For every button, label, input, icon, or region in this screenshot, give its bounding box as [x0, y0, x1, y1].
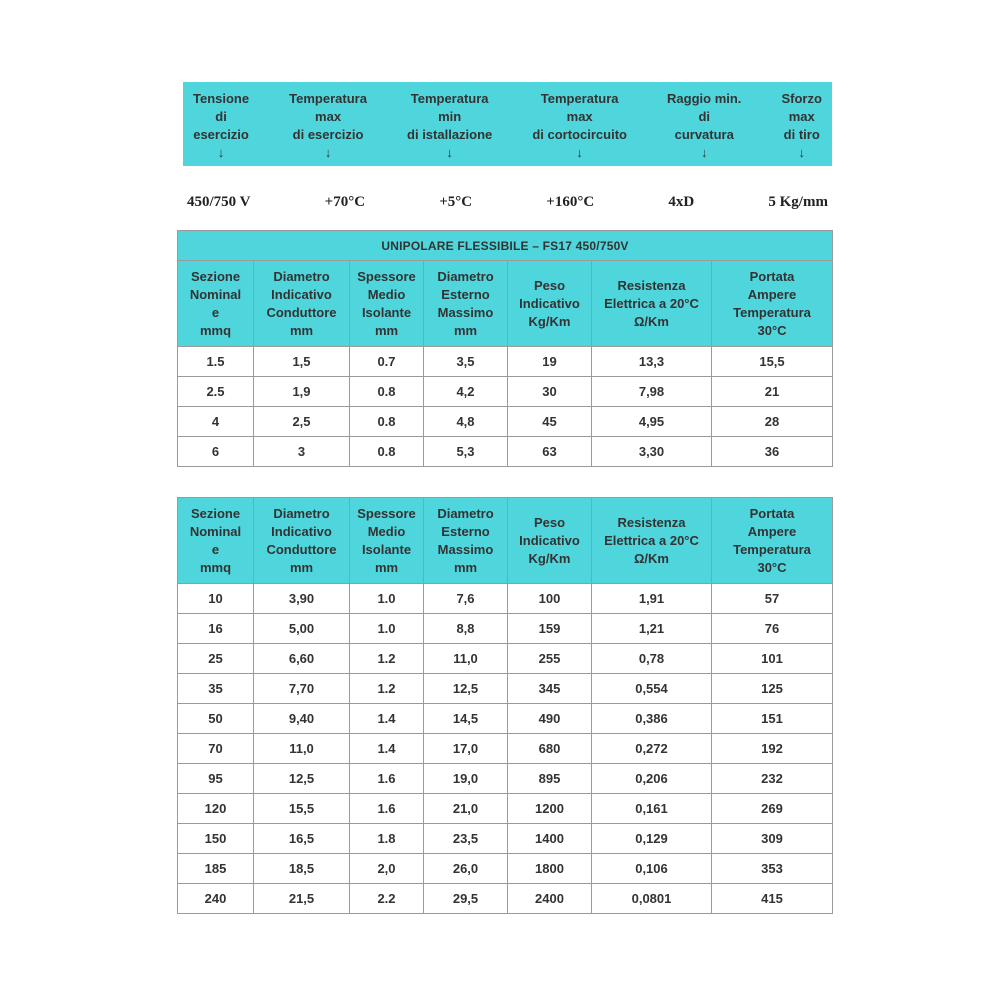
- table-cell: 29,5: [424, 884, 508, 914]
- col-header-resistenza: Resistenza Elettrica a 20°C Ω/Km: [592, 498, 712, 584]
- table-cell: 3: [254, 437, 350, 467]
- table-cell: 17,0: [424, 734, 508, 764]
- header-temp-max-esercizio: Temperatura max di esercizio ↓: [289, 91, 367, 160]
- table-cell: 269: [712, 794, 833, 824]
- table-cell: 125: [712, 674, 833, 704]
- table-cell: 16: [178, 614, 254, 644]
- table-cell: 45: [508, 407, 592, 437]
- table-row: [178, 824, 833, 854]
- table-cell: 50: [178, 704, 254, 734]
- table-cell: 25: [178, 644, 254, 674]
- table-cell: 15,5: [254, 794, 350, 824]
- table-cell: 30: [508, 377, 592, 407]
- table-cell: 345: [508, 674, 592, 704]
- table-cell: 232: [712, 764, 833, 794]
- table-cell: 1.0: [350, 614, 424, 644]
- table-cell: 1.2: [350, 644, 424, 674]
- table-cell: 120: [178, 794, 254, 824]
- table-cell: 0,78: [592, 644, 712, 674]
- table-cell: 1800: [508, 854, 592, 884]
- table-cell: 1400: [508, 824, 592, 854]
- table-cell: 0,129: [592, 824, 712, 854]
- table-cell: 10: [178, 584, 254, 614]
- table-row: [178, 644, 833, 674]
- table-cell: 3,30: [592, 437, 712, 467]
- table-cell: 1,9: [254, 377, 350, 407]
- table-cell: 1.6: [350, 794, 424, 824]
- table-header-row: [178, 498, 833, 584]
- table-cell: 19: [508, 347, 592, 377]
- table-cell: 95: [178, 764, 254, 794]
- table-cell: 1.2: [350, 674, 424, 704]
- table-cell: 11,0: [254, 734, 350, 764]
- table-cell: 100: [508, 584, 592, 614]
- col-header-spessore-isolante: Spessore Medio Isolante mm: [350, 261, 424, 347]
- table-cell: 57: [712, 584, 833, 614]
- table-cell: 0,554: [592, 674, 712, 704]
- table-body: [178, 347, 833, 467]
- table-cell: 18,5: [254, 854, 350, 884]
- header-sforzo-tiro: Sforzo max di tiro ↓: [781, 91, 822, 160]
- table-cell: 353: [712, 854, 833, 884]
- table-cell: 0,386: [592, 704, 712, 734]
- table-row: [178, 437, 833, 467]
- table-cell: 19,0: [424, 764, 508, 794]
- table-row: [178, 704, 833, 734]
- table-cell: 4,95: [592, 407, 712, 437]
- parameters-values-row: [183, 190, 832, 214]
- value-raggio-curvatura: 4xD: [668, 193, 695, 210]
- table-row: [178, 347, 833, 377]
- table-cell: 159: [508, 614, 592, 644]
- table-cell: 0.7: [350, 347, 424, 377]
- col-header-spessore-isolante: Spessore Medio Isolante mm: [350, 498, 424, 584]
- table-cell: 7,98: [592, 377, 712, 407]
- table-cell: 21,5: [254, 884, 350, 914]
- table-cell: 1,5: [254, 347, 350, 377]
- table-cell: 16,5: [254, 824, 350, 854]
- table-cell: 185: [178, 854, 254, 884]
- table-row: [178, 734, 833, 764]
- table-cell: 26,0: [424, 854, 508, 884]
- table-cell: 0,272: [592, 734, 712, 764]
- table-cell: 2.2: [350, 884, 424, 914]
- value-temp-min-istallazione: +5°C: [439, 193, 473, 210]
- spec-table-large-sections: [177, 497, 833, 914]
- table-cell: 8,8: [424, 614, 508, 644]
- table-cell: 2.5: [178, 377, 254, 407]
- table-cell: 12,5: [424, 674, 508, 704]
- table-cell: 151: [712, 704, 833, 734]
- table-row: [178, 764, 833, 794]
- header-temp-max-cortocircuito: Temperatura max di cortocircuito ↓: [532, 91, 627, 160]
- table-cell: 23,5: [424, 824, 508, 854]
- table-cell: 12,5: [254, 764, 350, 794]
- table-cell: 4: [178, 407, 254, 437]
- table-cell: 680: [508, 734, 592, 764]
- col-header-diametro-conduttore: Diametro Indicativo Conduttore mm: [254, 498, 350, 584]
- table-cell: 1.4: [350, 734, 424, 764]
- table-cell: 6,60: [254, 644, 350, 674]
- parameters-header-band: [183, 82, 832, 166]
- table-row: [178, 794, 833, 824]
- table-cell: 150: [178, 824, 254, 854]
- header-raggio-curvatura: Raggio min. di curvatura ↓: [667, 91, 742, 160]
- table-cell: 1,91: [592, 584, 712, 614]
- table-cell: 0,161: [592, 794, 712, 824]
- table-cell: 0.8: [350, 407, 424, 437]
- table-cell: 101: [712, 644, 833, 674]
- table-cell: 1.0: [350, 584, 424, 614]
- table-cell: 0,106: [592, 854, 712, 884]
- table-cell: 0.8: [350, 377, 424, 407]
- table-cell: 0,0801: [592, 884, 712, 914]
- table-cell: 3,5: [424, 347, 508, 377]
- table-cell: 895: [508, 764, 592, 794]
- table-cell: 13,3: [592, 347, 712, 377]
- table-cell: 21,0: [424, 794, 508, 824]
- table-cell: 7,70: [254, 674, 350, 704]
- table-cell: 1.8: [350, 824, 424, 854]
- table-cell: 490: [508, 704, 592, 734]
- table-cell: 0.8: [350, 437, 424, 467]
- table-cell: 76: [712, 614, 833, 644]
- table-cell: 1.6: [350, 764, 424, 794]
- value-temp-max-esercizio: +70°C: [324, 193, 366, 210]
- table-cell: 11,0: [424, 644, 508, 674]
- table-cell: 7,6: [424, 584, 508, 614]
- header-temp-min-istallazione: Temperatura min di istallazione ↓: [407, 91, 493, 160]
- col-header-peso: Peso Indicativo Kg/Km: [508, 261, 592, 347]
- col-header-resistenza: Resistenza Elettrica a 20°C Ω/Km: [592, 261, 712, 347]
- table-cell: 255: [508, 644, 592, 674]
- table-cell: 240: [178, 884, 254, 914]
- table-cell: 63: [508, 437, 592, 467]
- table-row: [178, 614, 833, 644]
- table-cell: 28: [712, 407, 833, 437]
- spec-table-small-sections: [177, 230, 833, 467]
- table-cell: 4,2: [424, 377, 508, 407]
- table-row: [178, 674, 833, 704]
- table-cell: 36: [712, 437, 833, 467]
- table-cell: 0,206: [592, 764, 712, 794]
- table-cell: 21: [712, 377, 833, 407]
- col-header-diametro-conduttore: Diametro Indicativo Conduttore mm: [254, 261, 350, 347]
- table-cell: 192: [712, 734, 833, 764]
- table-cell: 6: [178, 437, 254, 467]
- table-cell: 1.4: [350, 704, 424, 734]
- table-cell: 309: [712, 824, 833, 854]
- table-cell: 1,21: [592, 614, 712, 644]
- table-cell: 1.5: [178, 347, 254, 377]
- table-row: [178, 407, 833, 437]
- value-sforzo-tiro: 5 Kg/mm: [768, 193, 828, 210]
- table-cell: 2400: [508, 884, 592, 914]
- table-cell: 14,5: [424, 704, 508, 734]
- table-cell: 2,5: [254, 407, 350, 437]
- col-header-portata: Portata Ampere Temperatura 30°C: [712, 261, 833, 347]
- table-row: [178, 884, 833, 914]
- col-header-sezione: Sezione Nominal e mmq: [178, 498, 254, 584]
- col-header-sezione: Sezione Nominal e mmq: [178, 261, 254, 347]
- table-cell: 15,5: [712, 347, 833, 377]
- header-tensione: Tensione di esercizio ↓: [193, 91, 250, 160]
- table-title: UNIPOLARE FLESSIBILE – FS17 450/750V: [178, 231, 833, 261]
- col-header-diametro-esterno: Diametro Esterno Massimo mm: [424, 261, 508, 347]
- table-row: [178, 584, 833, 614]
- table-cell: 4,8: [424, 407, 508, 437]
- table-body: [178, 584, 833, 914]
- col-header-diametro-esterno: Diametro Esterno Massimo mm: [424, 498, 508, 584]
- table-cell: 5,00: [254, 614, 350, 644]
- col-header-peso: Peso Indicativo Kg/Km: [508, 498, 592, 584]
- table-cell: 3,90: [254, 584, 350, 614]
- table-cell: 415: [712, 884, 833, 914]
- table-row: [178, 854, 833, 884]
- table-cell: 1200: [508, 794, 592, 824]
- value-tensione: 450/750 V: [187, 193, 251, 210]
- table-cell: 70: [178, 734, 254, 764]
- value-temp-max-cortocircuito: +160°C: [546, 193, 595, 210]
- table-header-row: [178, 261, 833, 347]
- table-cell: 35: [178, 674, 254, 704]
- table-cell: 9,40: [254, 704, 350, 734]
- table-cell: 5,3: [424, 437, 508, 467]
- col-header-portata: Portata Ampere Temperatura 30°C: [712, 498, 833, 584]
- table-cell: 2,0: [350, 854, 424, 884]
- table-row: [178, 377, 833, 407]
